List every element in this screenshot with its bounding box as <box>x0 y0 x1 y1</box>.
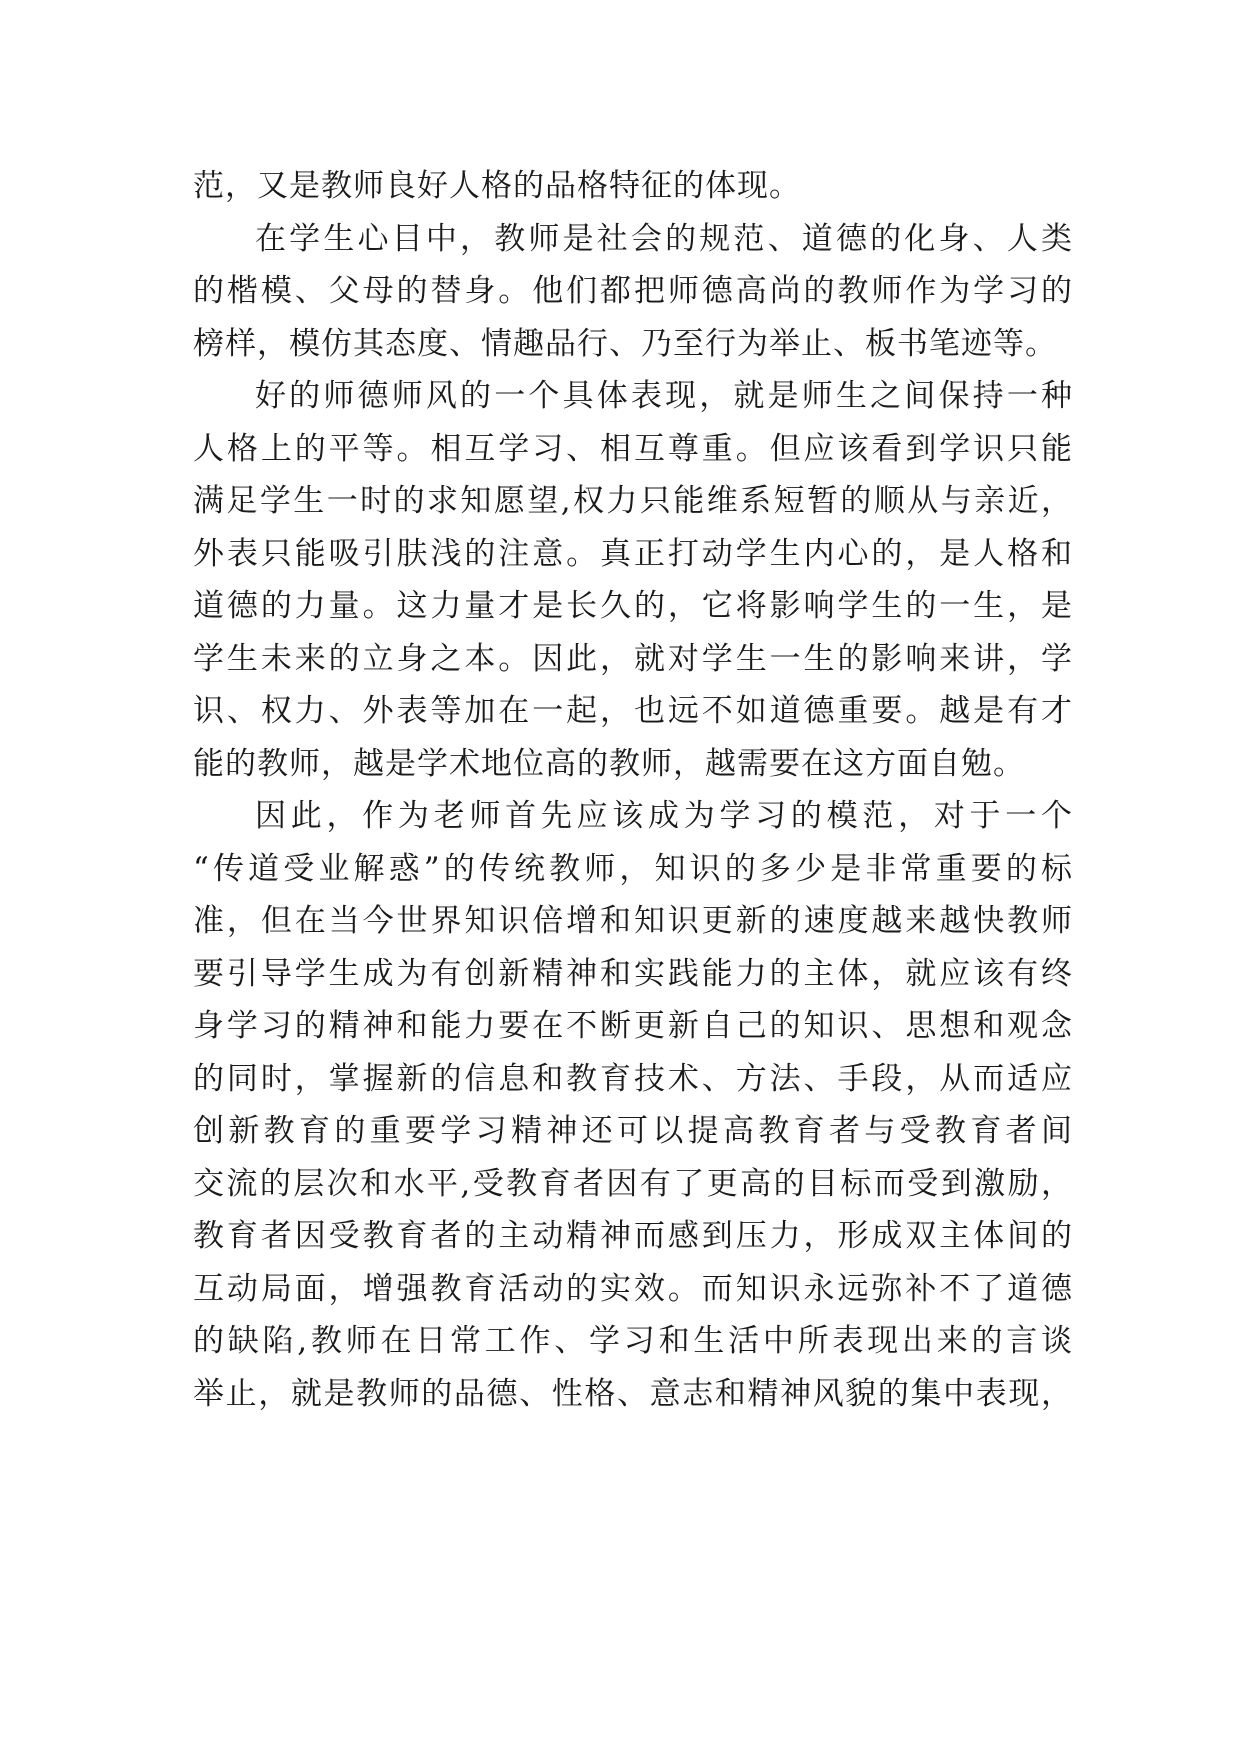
text-line: 交流的层次和水平,受教育者因有了更高的目标而受到激励， <box>193 1165 1073 1202</box>
text-line: 能的教师，越是学术地位高的教师，越需要在这方面自勉。 <box>193 745 1025 782</box>
text-line: 识、权力、外表等加在一起，也远不如道德重要。越是有才 <box>193 693 1073 729</box>
text-line: 榜样，模仿其态度、情趣品行、乃至行为举止、板书笔迹等。 <box>193 325 1057 362</box>
text-line: 的楷模、父母的替身。他们都把师德高尚的教师作为学习的 <box>193 273 1073 309</box>
text-line: 创新教育的重要学习精神还可以提高教育者与受教育者间 <box>193 1113 1073 1149</box>
text-line: “传道受业解惑”的传统教师，知识的多少是非常重要的标 <box>193 850 1073 887</box>
text-line: 要引导学生成为有创新精神和实践能力的主体，就应该有终 <box>193 955 1073 992</box>
text-line: 学生未来的立身之本。因此，就对学生一生的影响来讲，学 <box>193 640 1073 677</box>
paragraph-first-line: 好的师德师风的一个具体表现，就是师生之间保持一种 <box>255 378 1073 414</box>
text-line: 的同时，掌握新的信息和教育技术、方法、手段，从而适应 <box>193 1060 1073 1097</box>
paragraph-first-line: 在学生心目中，教师是社会的规范、道德的化身、人类 <box>255 220 1073 257</box>
text-line: 范，又是教师良好人格的品格特征的体现。 <box>193 168 801 204</box>
text-line: 教育者因受教育者的主动精神而感到压力，形成双主体间的 <box>193 1218 1073 1254</box>
text-line: 的缺陷,教师在日常工作、学习和生活中所表现出来的言谈 <box>193 1323 1073 1359</box>
body-text <box>193 160 1073 1420</box>
text-line: 外表只能吸引肤浅的注意。真正打动学生内心的，是人格和 <box>193 535 1073 572</box>
text-line: 互动局面，增强教育活动的实效。而知识永远弥补不了道德 <box>193 1270 1073 1307</box>
text-line: 道德的力量。这力量才是长久的，它将影响学生的一生，是 <box>193 588 1073 624</box>
paragraph-first-line: 因此，作为老师首先应该成为学习的模范，对于一个 <box>255 798 1073 834</box>
text-line: 身学习的精神和能力要在不断更新自己的知识、思想和观念 <box>193 1008 1073 1044</box>
text-line: 举止，就是教师的品德、性格、意志和精神风貌的集中表现， <box>193 1375 1073 1412</box>
text-line: 人格上的平等。相互学习、相互尊重。但应该看到学识只能 <box>193 430 1073 467</box>
text-line: 满足学生一时的求知愿望,权力只能维系短暂的顺从与亲近， <box>193 483 1073 519</box>
text-line: 准，但在当今世界知识倍增和知识更新的速度越来越快教师 <box>193 903 1073 939</box>
